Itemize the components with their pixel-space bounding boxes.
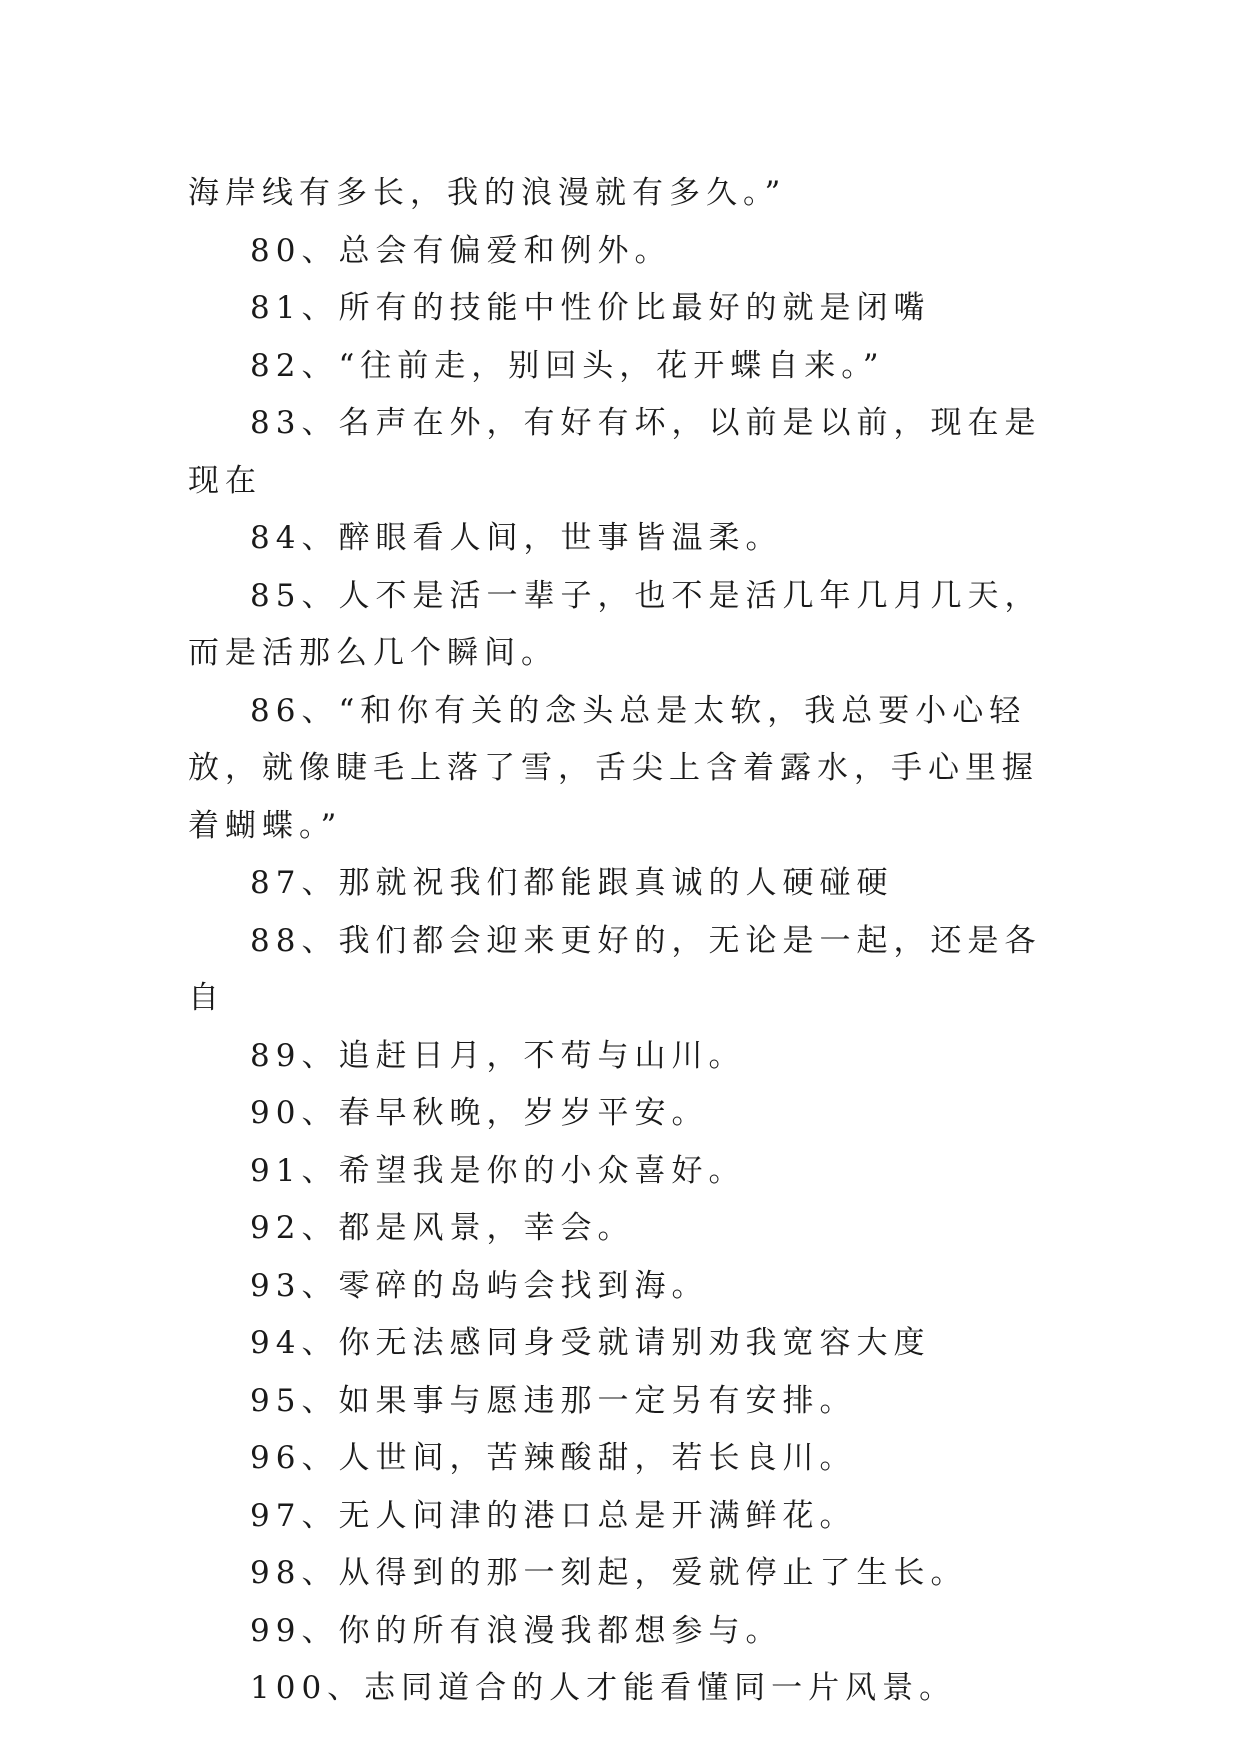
paragraph-99: 99、你的所有浪漫我都想参与。 xyxy=(250,1612,783,1649)
paragraph-100: 100、志同道合的人才能看懂同一片风景。 xyxy=(250,1670,957,1706)
paragraph-93: 93、零碎的岛屿会找到海。 xyxy=(250,1267,709,1304)
paragraph-92: 92、都是风景，幸会。 xyxy=(250,1210,635,1246)
paragraph-82: 82、“往前走，别回头，花开蝶自来。” xyxy=(250,347,885,384)
paragraph-86: 86、“和你有关的念头总是太软，我总要小心轻放，就像睫毛上落了雪，舌尖上含着露水，手心里握着蝴蝶。” xyxy=(188,692,1039,844)
paragraph-87: 87、那就祝我们都能跟真诚的人硬碰硬 xyxy=(250,865,894,901)
paragraph-81: 81、所有的技能中性价比最好的就是闭嘴 xyxy=(250,290,931,326)
paragraph-83: 83、名声在外，有好有坏，以前是以前，现在是现在 xyxy=(188,405,1042,499)
paragraph-continuation: 海岸线有多长，我的浪漫就有多久。” xyxy=(188,175,787,211)
paragraph-91: 91、希望我是你的小众喜好。 xyxy=(250,1152,746,1189)
paragraph-89: 89、追赶日月，不苟与山川。 xyxy=(250,1037,746,1074)
paragraph-85: 85、人不是活一辈子，也不是活几年几月几天，而是活那么几个瞬间。 xyxy=(188,577,1042,671)
paragraph-94: 94、你无法感同身受就请别劝我宽容大度 xyxy=(250,1325,931,1361)
paragraph-97: 97、无人问津的港口总是开满鲜花。 xyxy=(250,1497,857,1534)
paragraph-96: 96、人世间，苦辣酸甜，若长良川。 xyxy=(250,1440,857,1476)
paragraph-98: 98、从得到的那一刻起，爱就停止了生长。 xyxy=(250,1555,968,1591)
paragraph-80: 80、总会有偏爱和例外。 xyxy=(250,232,672,269)
paragraph-88: 88、我们都会迎来更好的，无论是一起，还是各自 xyxy=(188,922,1042,1016)
paragraph-84: 84、醉眼看人间，世事皆温柔。 xyxy=(250,520,783,556)
document-body xyxy=(188,165,1053,1718)
paragraph-95: 95、如果事与愿违那一定另有安排。 xyxy=(250,1382,857,1419)
paragraph-90: 90、春早秋晚，岁岁平安。 xyxy=(250,1095,709,1131)
